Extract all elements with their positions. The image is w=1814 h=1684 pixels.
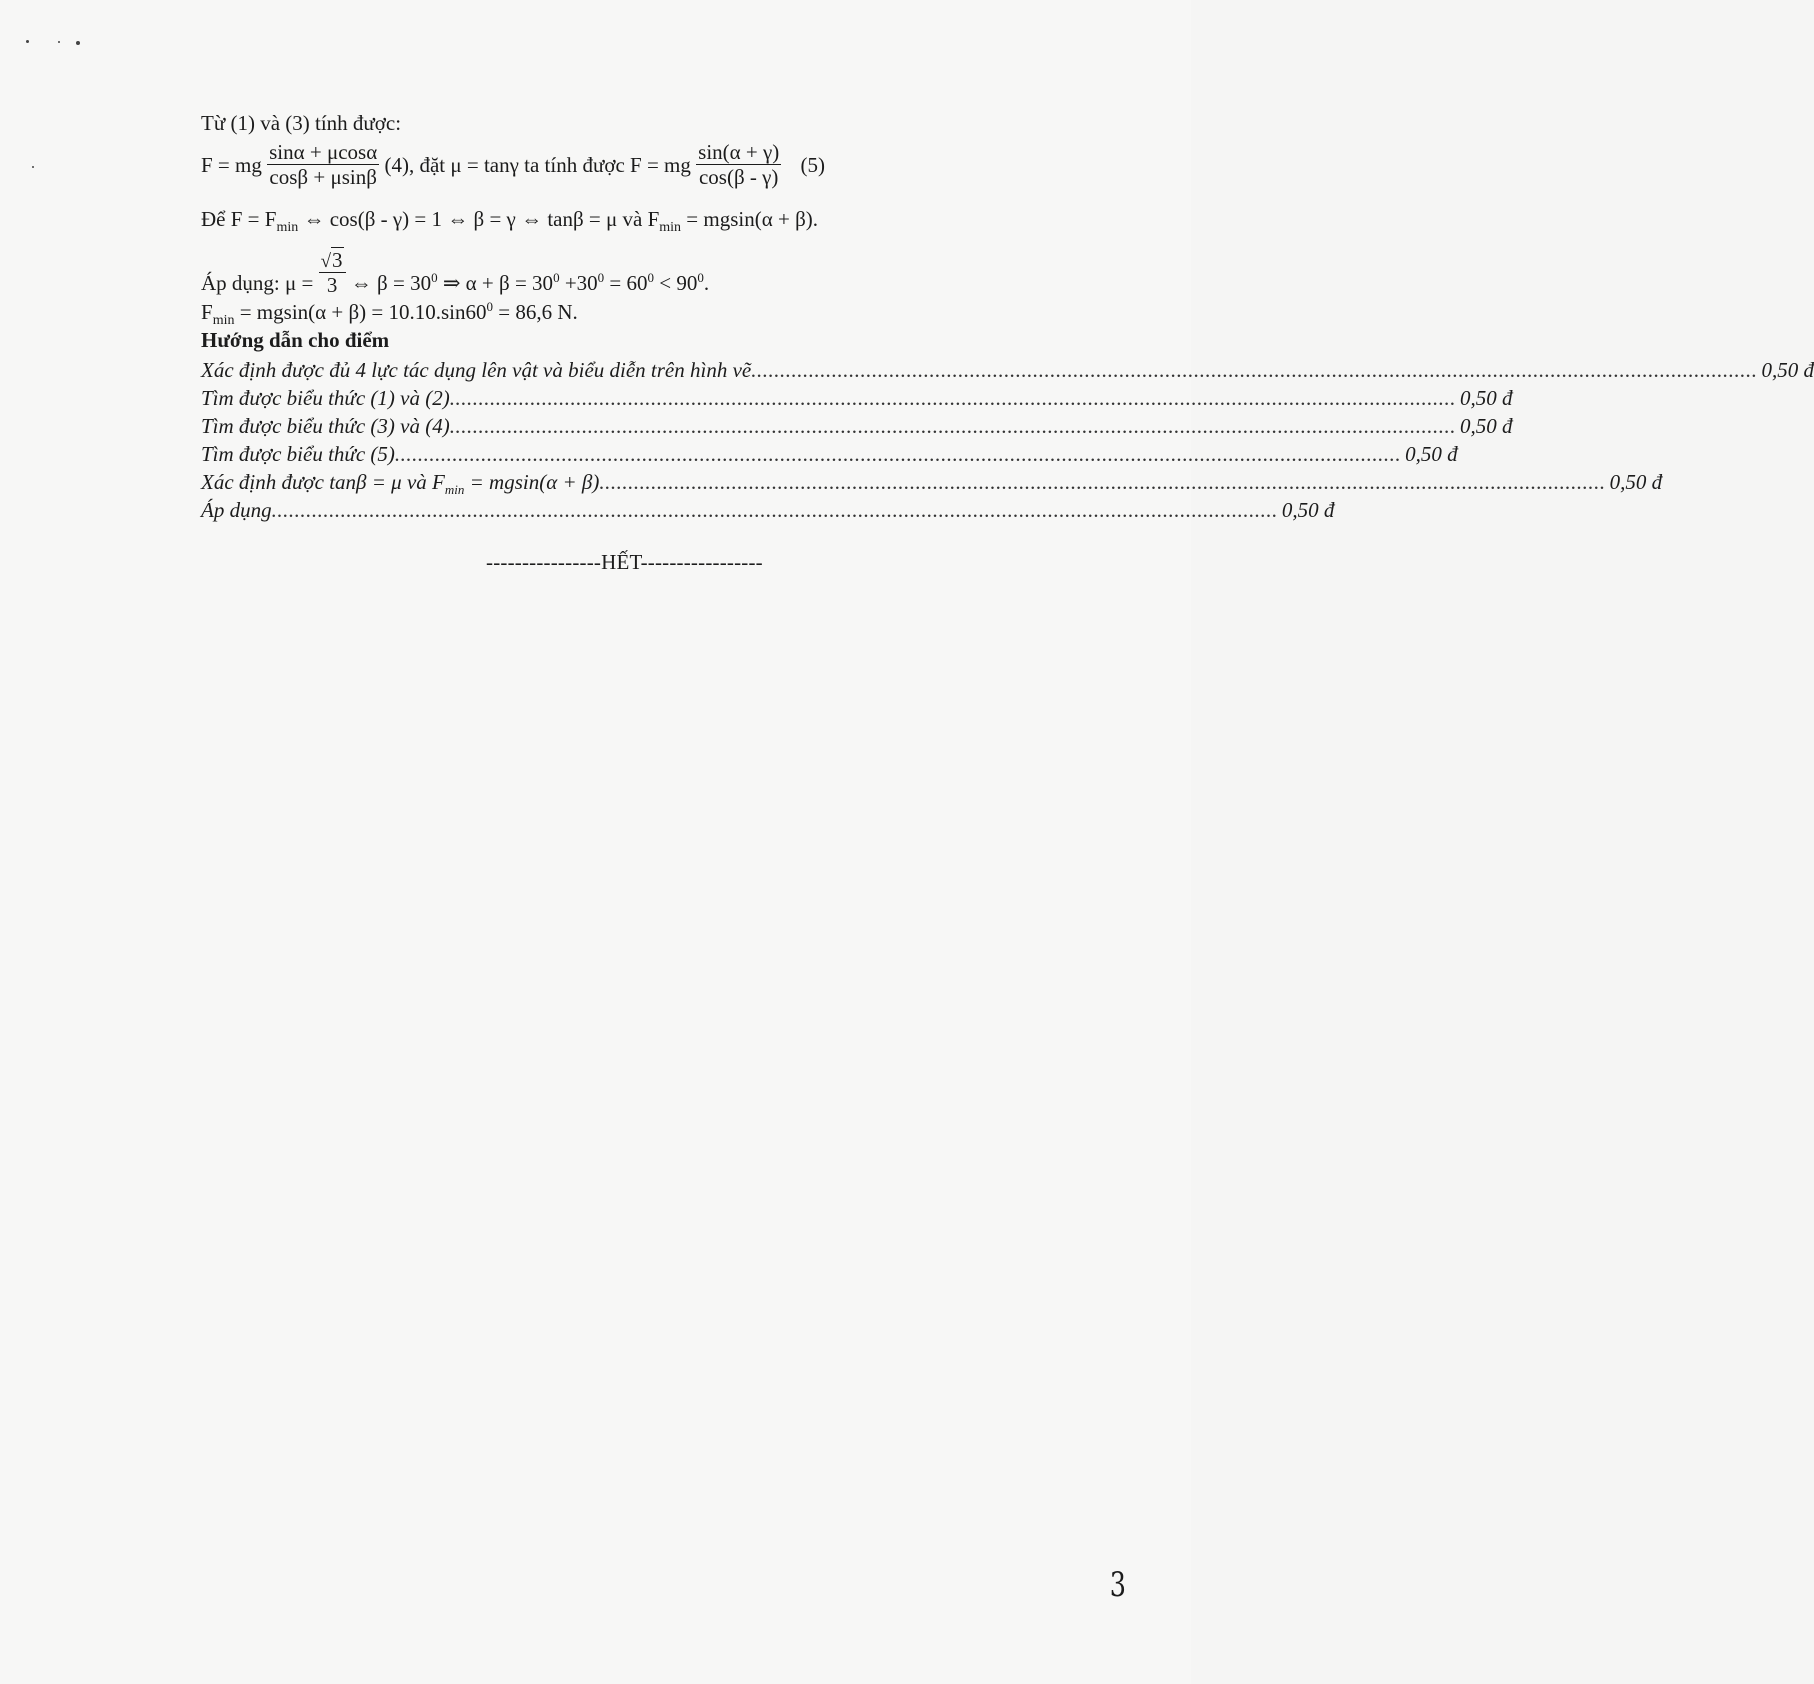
grading-row: Tìm được biểu thức (3) và (4) ............................................................................................................................................................................... 0,50 đ: [201, 414, 1513, 438]
equation-middle-text: (4), đặt μ = tanγ ta tính được F = mg: [384, 152, 691, 177]
grading-row: Tìm được biểu thức (5) ............................................................................................................................................................................... 0,50 đ: [201, 442, 1458, 466]
page-number: 3: [1109, 1565, 1126, 1605]
fraction-denominator: cosβ + μsinβ: [269, 165, 377, 189]
grading-row: Xác định được đủ 4 lực tác dụng lên vật và biểu diễn trên hình vẽ ............................................................................................................................................................................... 0,50 đ: [201, 358, 1814, 382]
score-value: 0,50 đ: [1459, 386, 1513, 410]
intro-line: Từ (1) và (3) tính được:: [201, 111, 402, 135]
grading-row: Xác định được tanβ = μ và $F_{min} = mgsin(\alpha + \beta)$ ............................................................................................................................................................................... 0,50 đ: [201, 470, 1663, 497]
fraction-numerator: sinα + μcosα: [269, 140, 378, 164]
score-value: 0,50 đ: [1281, 498, 1335, 522]
equation-tag: (5): [800, 152, 826, 177]
apply-result: ⇔ $\beta = 30^0$ ⇒ $\alpha + \beta = 30^0 +30^0 = 60^0 < 90^0$.: [350, 269, 710, 295]
fmin-line: $F_{min} = mgsin(\alpha + \beta) = 10.10.\sin 60^0 = 86,6$ N.: [201, 299, 578, 328]
equation-4-line: [201, 140, 826, 190]
score-value: 0,50 đ: [1405, 442, 1458, 466]
end-mark: ----------------HẾT-----------------: [486, 550, 763, 574]
grading-row: Tìm được biểu thức (1) và (2) ............................................................................................................................................................................... 0,50 đ: [201, 386, 1513, 410]
sqrt-fraction: [319, 250, 346, 296]
sqrt-denominator: 3: [326, 273, 338, 297]
score-value: 0,50 đ: [1459, 414, 1513, 438]
condition-line: Để $F = F_{min}$ ⇔ cos(β - γ) = 1 ⇔ β = γ ⇔ tanβ = μ và $F_{min} = mgsin(\alpha + \beta)$.: [201, 207, 818, 235]
apply-line: Áp dụng: μ = $\frac{√3}{3}$ ⇔ $\beta = 30^0$ ⇒ $\alpha + \beta = 30^0 +30^0 = 60^0 < 90^0$.: [201, 248, 710, 297]
fraction-eq5: [696, 142, 781, 188]
score-value: 0,50 đ: [1761, 358, 1814, 382]
equation-lhs: F = mg: [201, 152, 262, 177]
grading-heading: Hướng dẫn cho điểm: [201, 328, 390, 352]
sqrt-numerator: √3: [319, 250, 346, 273]
fraction-eq4: [267, 142, 379, 188]
fraction-numerator-2: sin(α + γ): [698, 140, 780, 164]
score-value: 0,50 đ: [1609, 470, 1663, 494]
fraction-denominator-2: cos(β - γ): [698, 165, 779, 189]
grading-row: Áp dụng ............................................................................................................................................................................... 0,50 đ: [201, 498, 1335, 522]
